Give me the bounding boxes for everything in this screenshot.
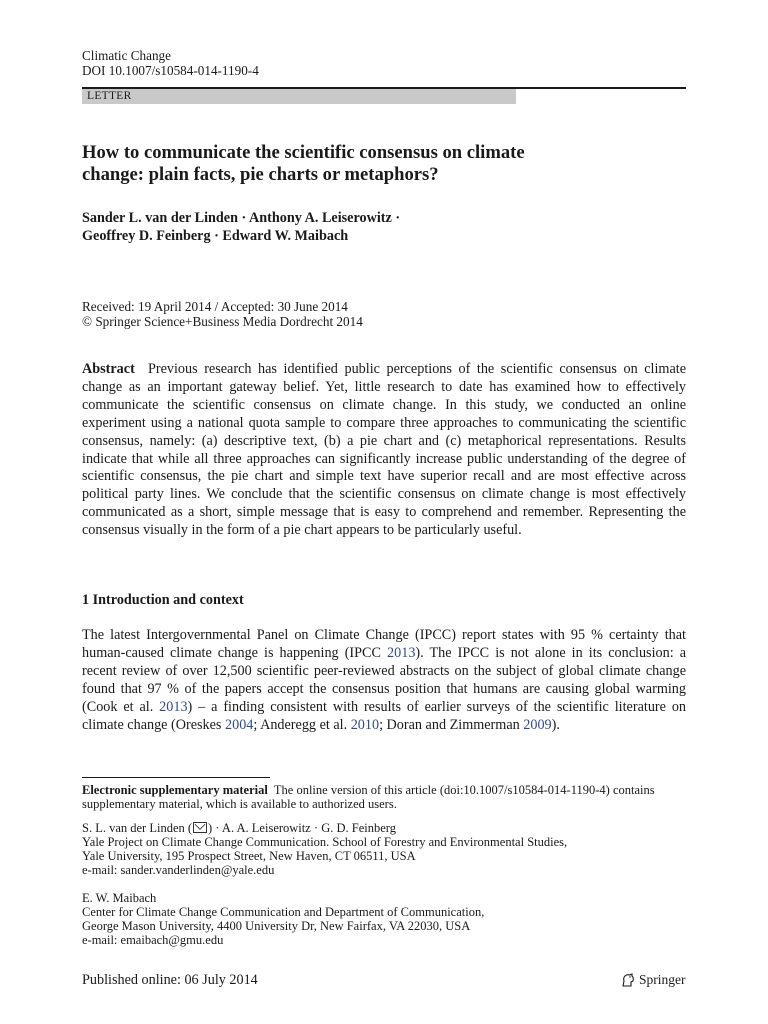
authors-line-2: Geoffrey D. Feinberg · Edward W. Maibach [82, 228, 349, 244]
footnote-rule [82, 777, 270, 778]
title-line-1: How to communicate the scientific consensus on climate [82, 142, 525, 163]
email[interactable]: e-mail: emaibach@gmu.edu [82, 933, 224, 947]
affiliation-2 [82, 891, 686, 947]
intro-text: ; Anderegg et al. [253, 716, 351, 733]
title-line-2: change: plain facts, pie charts or metaphors? [82, 164, 439, 185]
journal-name: Climatic Change [82, 48, 171, 63]
supplementary-note [82, 783, 686, 811]
journal-header [82, 48, 259, 78]
intro-text: ). [551, 716, 560, 733]
affiliation-authors [82, 821, 686, 835]
affiliation-author: E. W. Maibach [82, 891, 157, 905]
authors-line-1: Sander L. van der Linden · Anthony A. Leiserowitz · [82, 210, 401, 226]
abstract-label: Abstract [82, 361, 135, 377]
email[interactable]: e-mail: sander.vanderlinden@yale.edu [82, 863, 275, 877]
affiliation-line: Yale University, 195 Prospect Street, New Haven, CT 06511, USA [82, 849, 416, 863]
esm-text: The online version of this article (doi:10.1007/s10584-014-1190-4) contains supplementary material, which is available to authorized users. [82, 783, 655, 811]
section-label-bar [82, 89, 516, 104]
received-accepted: Received: 19 April 2014 / Accepted: 30 June 2014 [82, 299, 348, 314]
article-dates [82, 299, 686, 329]
section-label: LETTER [87, 90, 132, 102]
intro-paragraph [82, 627, 686, 734]
citation-link[interactable]: 2013 [387, 644, 416, 661]
affiliation-authors-text: S. L. van der Linden ( [82, 821, 193, 835]
author-list [82, 209, 686, 245]
springer-horse-icon [620, 972, 636, 988]
citation-link[interactable]: 2009 [523, 716, 552, 733]
affiliation-line: George Mason University, 4400 University Dr, New Fairfax, VA 22030, USA [82, 919, 471, 933]
citation-link[interactable]: 2013 [159, 698, 188, 715]
article-title [82, 142, 686, 186]
published-date: Published online: 06 July 2014 [82, 972, 258, 988]
affiliation-line: Yale Project on Climate Change Communication. School of Forestry and Environmental Studies, [82, 835, 568, 849]
intro-text: The latest Intergovernmental Panel on Climate Change (IPCC) report states with 95 % certainty that human-caused climate change is happening (IPCC [82, 627, 686, 661]
affiliation-authors-text: ) · A. A. Leiserowitz · G. D. Feinberg [208, 821, 396, 835]
affiliation-1 [82, 821, 686, 877]
doi: DOI 10.1007/s10584-014-1190-4 [82, 63, 259, 78]
intro-text: ; Doran and Zimmerman [379, 716, 524, 733]
envelope-icon [193, 822, 207, 833]
publisher-logo [620, 972, 686, 988]
citation-link[interactable]: 2010 [350, 716, 380, 733]
affiliation-line: Center for Climate Change Communication and Department of Communication, [82, 905, 485, 919]
publisher-name: Springer [639, 972, 686, 987]
section-heading: 1 Introduction and context [82, 592, 244, 608]
abstract-text: Previous research has identified public perceptions of the scientific consensus on climate change as an important gateway belief. Yet, little research to date has examined how to effectively communicate the scientific consensus on climate change. In this study, we conducted an online experiment using a national quota sample to compare three approaches to communicating the scientific consensus, namely: (a) descriptive text, (b) a pie chart and (c) metaphorical representations. Results indicate that while all three approaches can significantly increase public understanding of the degree of scientific consensus, the pie chart and simple text have superior recall and are most effective across political party lines. We conclude that the scientific consensus on climate change is most effectively communicated as a short, simple message that is easy to comprehend and remember. Representing the consensus visually in the form of a pie chart appears to be particularly useful. [82, 361, 687, 539]
intro-text: ) – a finding consistent with results of earlier surveys of the scientific literature on climate change (Oreskes [82, 698, 687, 733]
intro-text: ). The IPCC is not alone in its conclusion: a recent review of over 12,500 scientific peer-reviewed abstracts on the subject of global climate change found that 97 % of the papers accept the consensus position that humans are causing global warming (Cook et al. [82, 644, 686, 715]
esm-label: Electronic supplementary material [82, 783, 268, 797]
citation-link[interactable]: 2004 [225, 716, 254, 733]
copyright: © Springer Science+Business Media Dordrecht 2014 [82, 314, 363, 329]
abstract [82, 361, 686, 540]
